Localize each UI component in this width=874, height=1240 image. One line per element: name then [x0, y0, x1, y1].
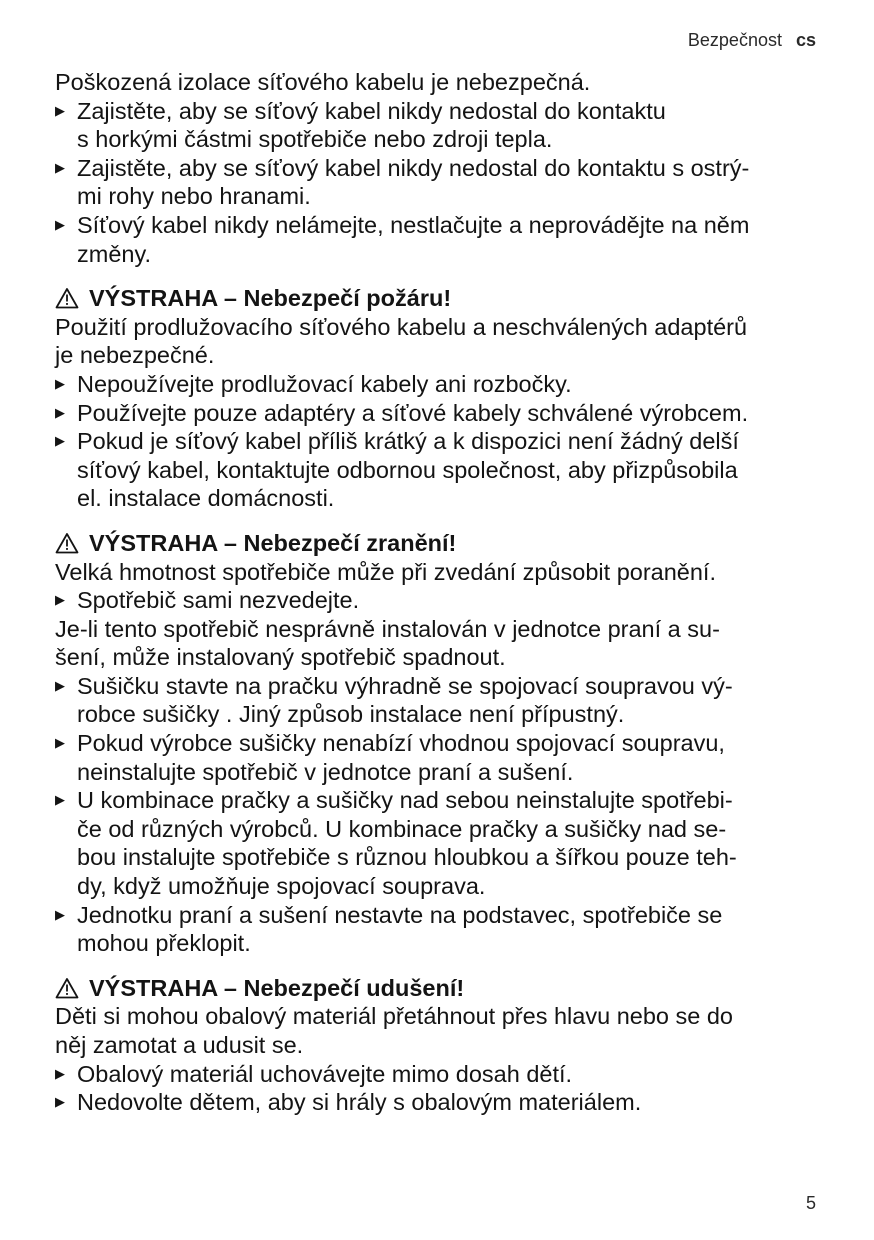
- list-item: [55, 901, 815, 958]
- list-item-line: U kombinace pračky a sušičky nad sebou neinstalujte spotřebi-: [77, 787, 733, 814]
- warning-title: VÝSTRAHA – Nebezpečí požáru!: [89, 285, 452, 312]
- page-header: [688, 30, 816, 51]
- bullet-arrow-icon: [55, 211, 65, 240]
- bullet-arrow-icon: [55, 901, 65, 930]
- warning-heading-fire: [55, 284, 815, 313]
- list-item-line: mohou překlopit.: [77, 930, 251, 957]
- fire-paragraph: [55, 313, 815, 370]
- text-line: šení, může instalovaný spotřebič spadnout.: [55, 644, 506, 671]
- warning-heading-suffocation: [55, 974, 815, 1003]
- list-item-line: bou instalujte spotřebiče s různou hloubkou a šířkou pouze teh-: [77, 844, 737, 871]
- warning-title: VÝSTRAHA – Nebezpečí udušení!: [89, 974, 465, 1001]
- list-item-line: Používejte pouze adaptéry a síťové kabely schválené výrobcem.: [77, 399, 749, 426]
- list-item-line: neinstalujte spotřebič v jednotce praní a sušení.: [77, 758, 574, 785]
- list-item-line: mi rohy nebo hranami.: [77, 183, 311, 210]
- page-number: 5: [805, 1193, 816, 1213]
- list-item-line: Nedovolte dětem, aby si hrály s obalovým materiálem.: [77, 1089, 642, 1116]
- list-item: [55, 672, 815, 729]
- list-item: [55, 1088, 815, 1117]
- warning-triangle-icon: [55, 977, 79, 999]
- warning-triangle-icon: [55, 532, 79, 554]
- text-line: je nebezpečné.: [55, 342, 215, 369]
- bullet-arrow-icon: [55, 586, 65, 615]
- bullet-arrow-icon: [55, 1088, 65, 1117]
- list-item: [55, 427, 815, 513]
- text-line: Je-li tento spotřebič nesprávně instalován v jednotce praní a su-: [55, 615, 720, 642]
- text-line: Velká hmotnost spotřebiče může při zvedání způsobit poranění.: [55, 558, 716, 585]
- list-item: [55, 399, 815, 428]
- bullet-arrow-icon: [55, 1060, 65, 1089]
- bullet-arrow-icon: [55, 786, 65, 815]
- document-body: [55, 68, 815, 1117]
- list-item-line: če od různých výrobců. U kombinace pračky a sušičky nad se-: [77, 815, 727, 842]
- list-item-line: Síťový kabel nikdy nelámejte, nestlačujte a neprovádějte na něm: [77, 211, 750, 238]
- bullet-arrow-icon: [55, 399, 65, 428]
- list-item-line: Jednotku praní a sušení nestavte na podstavec, spotřebiče se: [77, 901, 723, 928]
- intro-paragraph: [55, 68, 815, 97]
- suffocation-paragraph: [55, 1002, 815, 1059]
- text-line: něj zamotat a udusit se.: [55, 1032, 304, 1058]
- list-item-line: síťový kabel, kontaktujte odbornou společnost, aby přizpůsobila: [77, 456, 738, 483]
- list-item: [55, 729, 815, 786]
- injury-paragraph-2: [55, 615, 815, 672]
- bullet-arrow-icon: [55, 97, 65, 126]
- list-item-line: Pokud je síťový kabel příliš krátký a k dispozici není žádný delší: [77, 428, 739, 455]
- warning-title: VÝSTRAHA – Nebezpečí zranění!: [89, 529, 457, 556]
- list-item-line: Nepoužívejte prodlužovací kabely ani rozbočky.: [77, 370, 572, 397]
- list-item-line: Pokud výrobce sušičky nenabízí vhodnou spojovací soupravu,: [77, 730, 725, 757]
- list-item: [55, 370, 815, 399]
- list-item-line: Obalový materiál uchovávejte mimo dosah dětí.: [77, 1060, 573, 1087]
- bullet-arrow-icon: [55, 672, 65, 701]
- section-title: Bezpečnost: [687, 30, 782, 50]
- bullet-arrow-icon: [55, 427, 65, 456]
- text-line: Použití prodlužovacího síťového kabelu a neschválených adaptérů: [55, 313, 748, 340]
- warning-heading-injury: [55, 529, 815, 558]
- list-item: [55, 154, 815, 211]
- list-item-line: Sušičku stavte na pračku výhradně se spojovací soupravou vý-: [77, 672, 733, 699]
- language-code: cs: [795, 30, 816, 50]
- bullet-arrow-icon: [55, 154, 65, 183]
- list-item: [55, 97, 815, 154]
- bullet-arrow-icon: [55, 729, 65, 758]
- injury-paragraph: [55, 558, 815, 587]
- bullet-arrow-icon: [55, 370, 65, 399]
- list-item: [55, 1060, 815, 1089]
- text-line: Poškozená izolace síťového kabelu je nebezpečná.: [55, 69, 591, 95]
- warning-triangle-icon: [55, 287, 79, 309]
- list-item-line: s horkými částmi spotřebiče nebo zdroji tepla.: [77, 126, 553, 153]
- list-item-line: el. instalace domácnosti.: [77, 485, 335, 512]
- text-line: Děti si mohou obalový materiál přetáhnout přes hlavu nebo se do: [55, 1003, 733, 1030]
- list-item: [55, 586, 815, 615]
- list-item-line: změny.: [77, 240, 151, 267]
- list-item-line: Spotřebič sami nezvedejte.: [77, 587, 360, 614]
- list-item-line: Zajistěte, aby se síťový kabel nikdy nedostal do kontaktu: [77, 97, 666, 124]
- list-item-line: dy, když umožňuje spojovací souprava.: [77, 873, 486, 900]
- list-item: [55, 786, 815, 900]
- list-item-line: robce sušičky . Jiný způsob instalace není přípustný.: [77, 701, 625, 728]
- list-item: [55, 211, 815, 268]
- list-item-line: Zajistěte, aby se síťový kabel nikdy nedostal do kontaktu s ostrý-: [77, 154, 750, 181]
